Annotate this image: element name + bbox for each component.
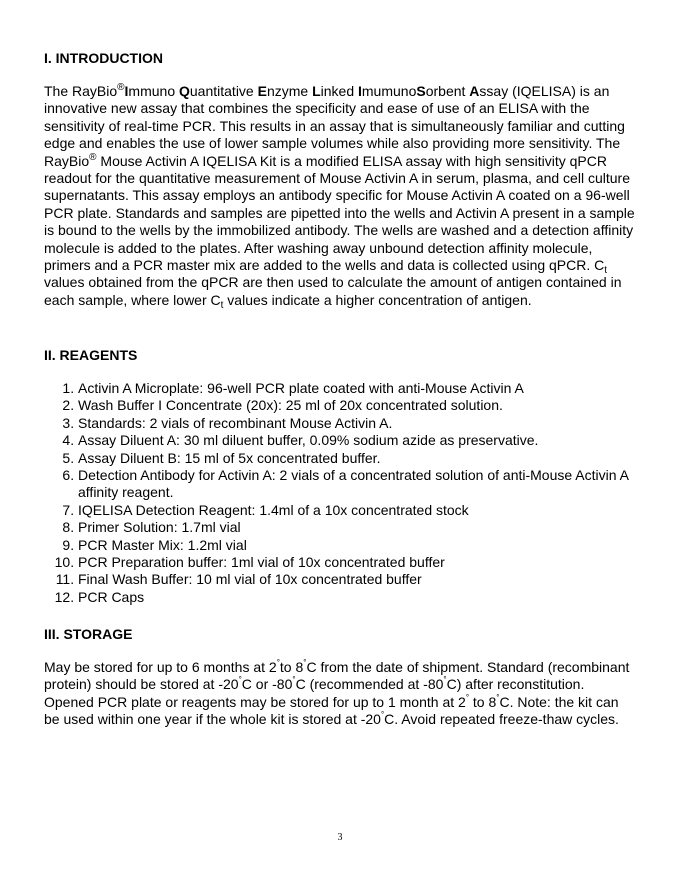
storage-text: C. Note: the kit can be used within one year if the whole kit is stored at -20 <box>44 693 619 728</box>
storage-paragraph <box>44 659 636 729</box>
acronym-letter: S <box>416 83 426 99</box>
intro-text: The RayBio <box>44 83 118 99</box>
registered-mark: ® <box>117 82 125 93</box>
degree-symbol: ° <box>496 692 500 702</box>
intro-text: values indicate a higher concentration of antigen. <box>223 291 532 308</box>
reagents-list <box>44 380 634 606</box>
degree-symbol: ° <box>443 675 447 685</box>
list-item: 9. PCR Master Mix: 1.2ml vial <box>78 537 634 554</box>
list-item: 12. PCR Caps <box>78 589 634 606</box>
list-item: 6. Detection Antibody for Activin A: 2 vials of a concentrated solution of anti-Mouse Activin A affinity reagent. <box>78 467 634 502</box>
acronym-letter: L <box>312 83 321 99</box>
storage-text: C or -80 <box>241 676 293 693</box>
storage-text: C from the date of shipment. Standard (recombinant protein) should be stored at -20 <box>44 659 630 693</box>
degree-symbol: ° <box>238 675 242 685</box>
subscript-t: t <box>220 299 224 311</box>
list-item: 7. IQELISA Detection Reagent: 1.4ml of a 10x concentrated stock <box>78 502 634 519</box>
acronym-letter: Q <box>179 83 190 99</box>
introduction-paragraph <box>44 83 636 309</box>
acronym-letter: A <box>469 83 480 99</box>
acronym-letter: I <box>358 83 362 99</box>
degree-symbol: ° <box>303 658 307 667</box>
registered-mark: ® <box>89 151 97 163</box>
intro-text: orbent <box>425 83 470 99</box>
intro-text: values obtained from the qPCR are then used to calculate the amount of antigen contained in each sample, where lower C <box>44 274 622 308</box>
degree-symbol: ° <box>276 658 280 667</box>
storage-text: C. Avoid repeated freeze-thaw cycles. <box>384 711 619 728</box>
intro-text: Mouse Activin A IQELISA Kit is a modified ELISA assay with high sensitivity qPCR readout for the quantitative measurement of Mouse Activin A in serum, plasma, and cell culture supernatants. This assay employs an antibody specific for Mouse Activin A coated on a 96-well PCR plate. Standards and samples are pipetted into the wells and Activin A present in a sample is bound to the wells by the immobilized antibody. The wells are washed and a detection affinity molecule is added to the plates. After washing away unbound detection affinity molecule, primers and a PCR master mix are added to the wells and data is collected using qPCR. C <box>44 152 635 274</box>
list-item: 3. Standards: 2 vials of recombinant Mouse Activin A. <box>78 415 634 432</box>
list-item: 1. Activin A Microplate: 96-well PCR plate coated with anti-Mouse Activin A <box>78 380 634 397</box>
introduction-heading: I. INTRODUCTION <box>44 50 163 66</box>
intro-text: uantitative <box>189 83 258 99</box>
subscript-t: t <box>604 265 608 277</box>
acronym-letter: I <box>124 83 129 99</box>
list-item: 2. Wash Buffer I Concentrate (20x): 25 ml of 20x concentrated solution. <box>78 397 634 414</box>
list-item: 11. Final Wash Buffer: 10 ml vial of 10x concentrated buffer <box>78 571 634 588</box>
list-item: 5. Assay Diluent B: 15 ml of 5x concentrated buffer. <box>78 450 634 467</box>
intro-text: nzyme <box>266 83 313 99</box>
list-item: 4. Assay Diluent A: 30 ml diluent buffer, 0.09% sodium azide as preservative. <box>78 432 634 449</box>
degree-symbol: ° <box>292 675 296 685</box>
intro-text: ssay (IQELISA) is an innovative new assay that combines the specificity and ease of use of an ELISA with the sensitivity of real-time PCR. This results in an assay that is simultaneously familiar and cutting edge and enables the use of lower sample volumes while also providing more sensitivity. The RayBio <box>44 83 625 169</box>
storage-text: C (recommended at -80 <box>295 676 444 693</box>
storage-text: C) after reconstitution. Opened PCR plate or reagents may be stored for up to 1 month at 2 <box>44 676 585 710</box>
degree-symbol: ° <box>465 692 470 702</box>
storage-text: May be stored for up to 6 months at 2 <box>44 659 277 675</box>
intro-text: mumuno <box>361 83 417 99</box>
list-item: 10. PCR Preparation buffer: 1ml vial of 10x concentrated buffer <box>78 554 634 571</box>
page-number: 3 <box>337 832 343 843</box>
reagents-heading: II. REAGENTS <box>44 347 138 363</box>
intro-text: mmuno <box>128 83 179 99</box>
degree-symbol: ° <box>380 710 385 720</box>
intro-text: inked <box>320 83 358 99</box>
storage-text: to 8 <box>469 693 497 710</box>
storage-text: to 8 <box>279 659 304 675</box>
acronym-letter: E <box>257 83 267 99</box>
list-item: 8. Primer Solution: 1.7ml vial <box>78 519 634 536</box>
storage-heading: III. STORAGE <box>44 626 133 642</box>
